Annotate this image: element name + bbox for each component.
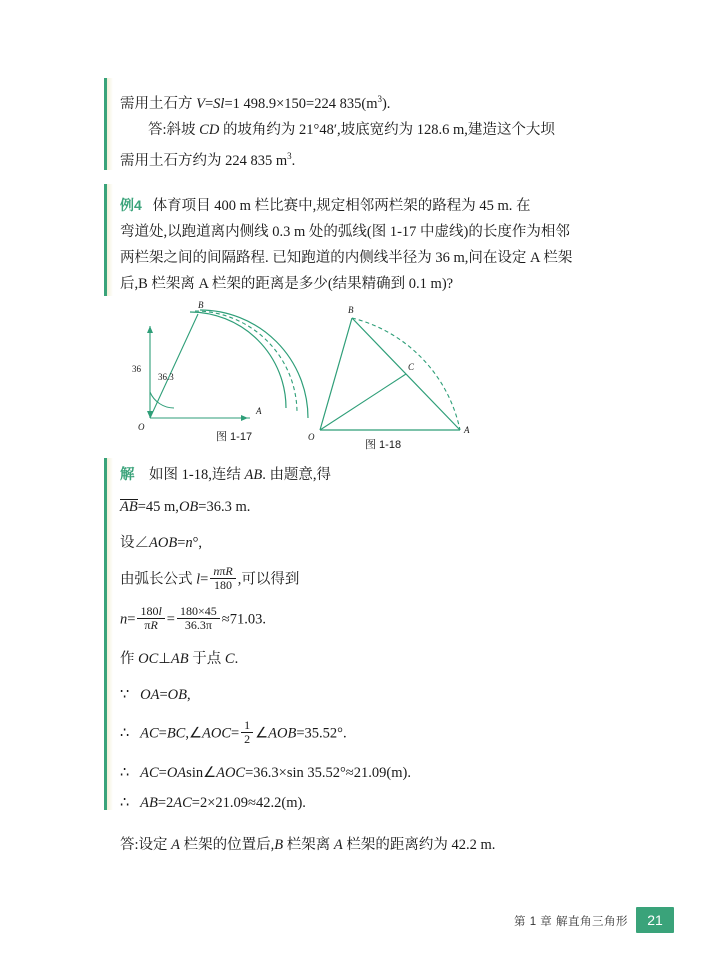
fig17-label-B: B: [198, 300, 204, 310]
example-line4: [120, 271, 590, 297]
fig17-label-O: O: [138, 422, 145, 432]
solution-line11: 答:设定 A 栏架的位置后,B 栏架离 A 栏架的距离约为 42.2 m.: [120, 836, 496, 853]
accent-tint-bottom: [107, 458, 113, 810]
example-line2: [120, 219, 590, 245]
solution-line7: ∵ OA=OB,: [120, 686, 191, 703]
figure-1-17: [132, 300, 308, 432]
example-text-1: 体育项目 400 m 栏比赛中,规定相邻两栏架的路程为 45 m. 在: [152, 198, 531, 214]
example-text-3: 两栏架之间的间隔路程. 已知跑道的内侧线半径为 36 m,问在设定 A 栏架: [120, 250, 573, 266]
solution-line5: n= $\frac{180l}{\pi R}$ = $\frac{180\times 45}{36.3\pi}$ ≈71.03.: [120, 603, 266, 633]
fig17-label-arc: 36.3: [158, 372, 174, 382]
solution-line1: 解 如图 1-18,连结 AB. 由题意,得: [120, 467, 332, 483]
solution-label: 解: [120, 467, 135, 483]
solution-line4: 由弧长公式 l= $\frac{\text{nπR}}{180}$ ,可以得到: [120, 564, 300, 593]
previous-problem-block: [120, 86, 590, 174]
example-label: 例4: [120, 197, 142, 213]
fig17-label-radius: 36: [132, 364, 141, 374]
page-number-badge: 21: [636, 907, 674, 933]
solution-line2: AB=45 m,OB=36.3 m.: [120, 499, 251, 515]
example-text-4: 后,B 栏架离 A 栏架的距离是多少(结果精确到 0.1 m)?: [120, 276, 454, 292]
example-text-2: 弯道处,以跑道离内侧线 0.3 m 处的弧线(图 1-17 中虚线)的长度作为相邻: [120, 224, 570, 240]
block1-line3: 需用土石方约为 224 835 $m^3$.: [120, 150, 296, 169]
fig18-label-C: C: [408, 362, 415, 372]
figures-row: [120, 300, 590, 451]
figure-1-18-caption: 图 1-18: [365, 439, 402, 451]
solution-block: [120, 462, 590, 858]
solution-line8: ∴ AC=BC,∠AOC= $\frac{1}{2}$ ∠AOB=35.52°.: [120, 717, 347, 747]
solution-line3: 设∠AOB=n°,: [120, 535, 203, 551]
accent-tint-middle: [107, 184, 113, 296]
fig18-label-O: O: [308, 432, 315, 442]
block1-line1: 需用土石方 V=Sl=1 498.9×150=224 $835(m^3)$.: [120, 94, 391, 112]
solution-line6: 作 OC⊥AB 于点 C.: [120, 650, 239, 667]
example-block: [120, 192, 590, 297]
fig18-label-A: A: [464, 425, 470, 435]
example-line1: [120, 192, 590, 219]
figure-1-17-caption: 图 1-17: [216, 431, 253, 443]
fig17-label-A: A: [256, 406, 262, 416]
block1-line2: 答:斜坡 CD 的坡角约为 21°48′,坡底宽约为 128.6 m,建造这个大坝: [148, 121, 555, 138]
accent-tint-top: [107, 78, 113, 170]
figures-svg: [120, 300, 590, 448]
page-footer: [0, 905, 702, 939]
footer-chapter-text: 第 1 章 解直角三角形: [514, 916, 628, 928]
fig18-label-B: B: [348, 305, 354, 315]
figure-1-18: [308, 305, 470, 442]
example-line3: [120, 245, 590, 271]
solution-line10: ∴ AB=2AC=2×21.09≈42.2(m).: [120, 794, 306, 811]
solution-line9: ∴ AC=OAsin∠AOC=36.3×sin 35.52°≈21.09(m).: [120, 764, 411, 781]
